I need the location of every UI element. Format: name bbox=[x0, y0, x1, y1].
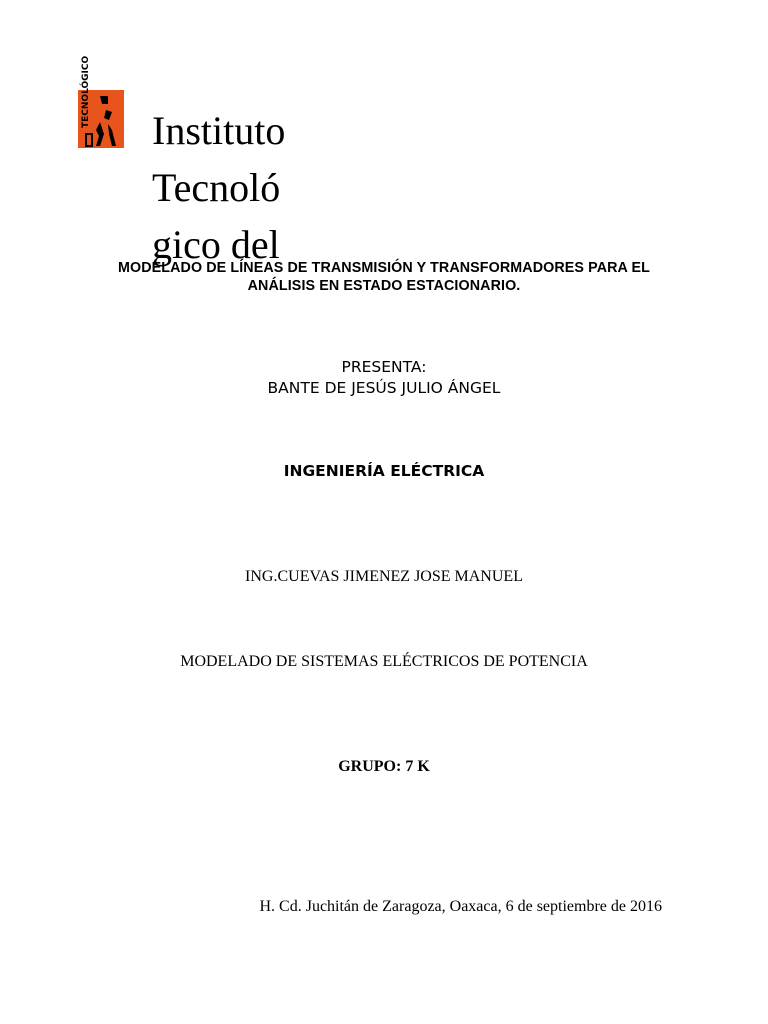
career-name: INGENIERÍA ELÉCTRICA bbox=[283, 462, 485, 480]
presenta-label: PRESENTA: bbox=[341, 358, 427, 376]
title-line-2: ANÁLISIS EN ESTADO ESTACIONARIO. bbox=[247, 278, 521, 294]
advisor-name: ING.CUEVAS JIMENEZ JOSE MANUEL bbox=[245, 568, 523, 585]
place-date: H. Cd. Juchitán de Zaragoza, Oaxaca, 6 de septiembre de 2016 bbox=[259, 898, 662, 915]
institute-line-2: Tecnoló bbox=[152, 165, 281, 210]
logo-graphic bbox=[78, 55, 124, 148]
institute-logo bbox=[78, 55, 124, 148]
document-title bbox=[0, 259, 768, 295]
author-name: BANTE DE JESÚS JULIO ÁNGEL bbox=[267, 379, 501, 397]
institute-line-1: Instituto bbox=[152, 108, 286, 153]
presenter-block bbox=[0, 357, 768, 399]
institute-line-3: gico del bbox=[152, 222, 280, 267]
logo-text: TECNOLÓGICO bbox=[81, 55, 91, 128]
title-line-1: MODELADO DE LÍNEAS DE TRANSMISIÓN Y TRANSFORMADORES PARA EL bbox=[117, 260, 650, 276]
institute-name bbox=[152, 102, 322, 267]
subject-name: MODELADO DE SISTEMAS ELÉCTRICOS DE POTENCIA bbox=[180, 653, 588, 670]
group-label: GRUPO: 7 K bbox=[338, 758, 430, 775]
